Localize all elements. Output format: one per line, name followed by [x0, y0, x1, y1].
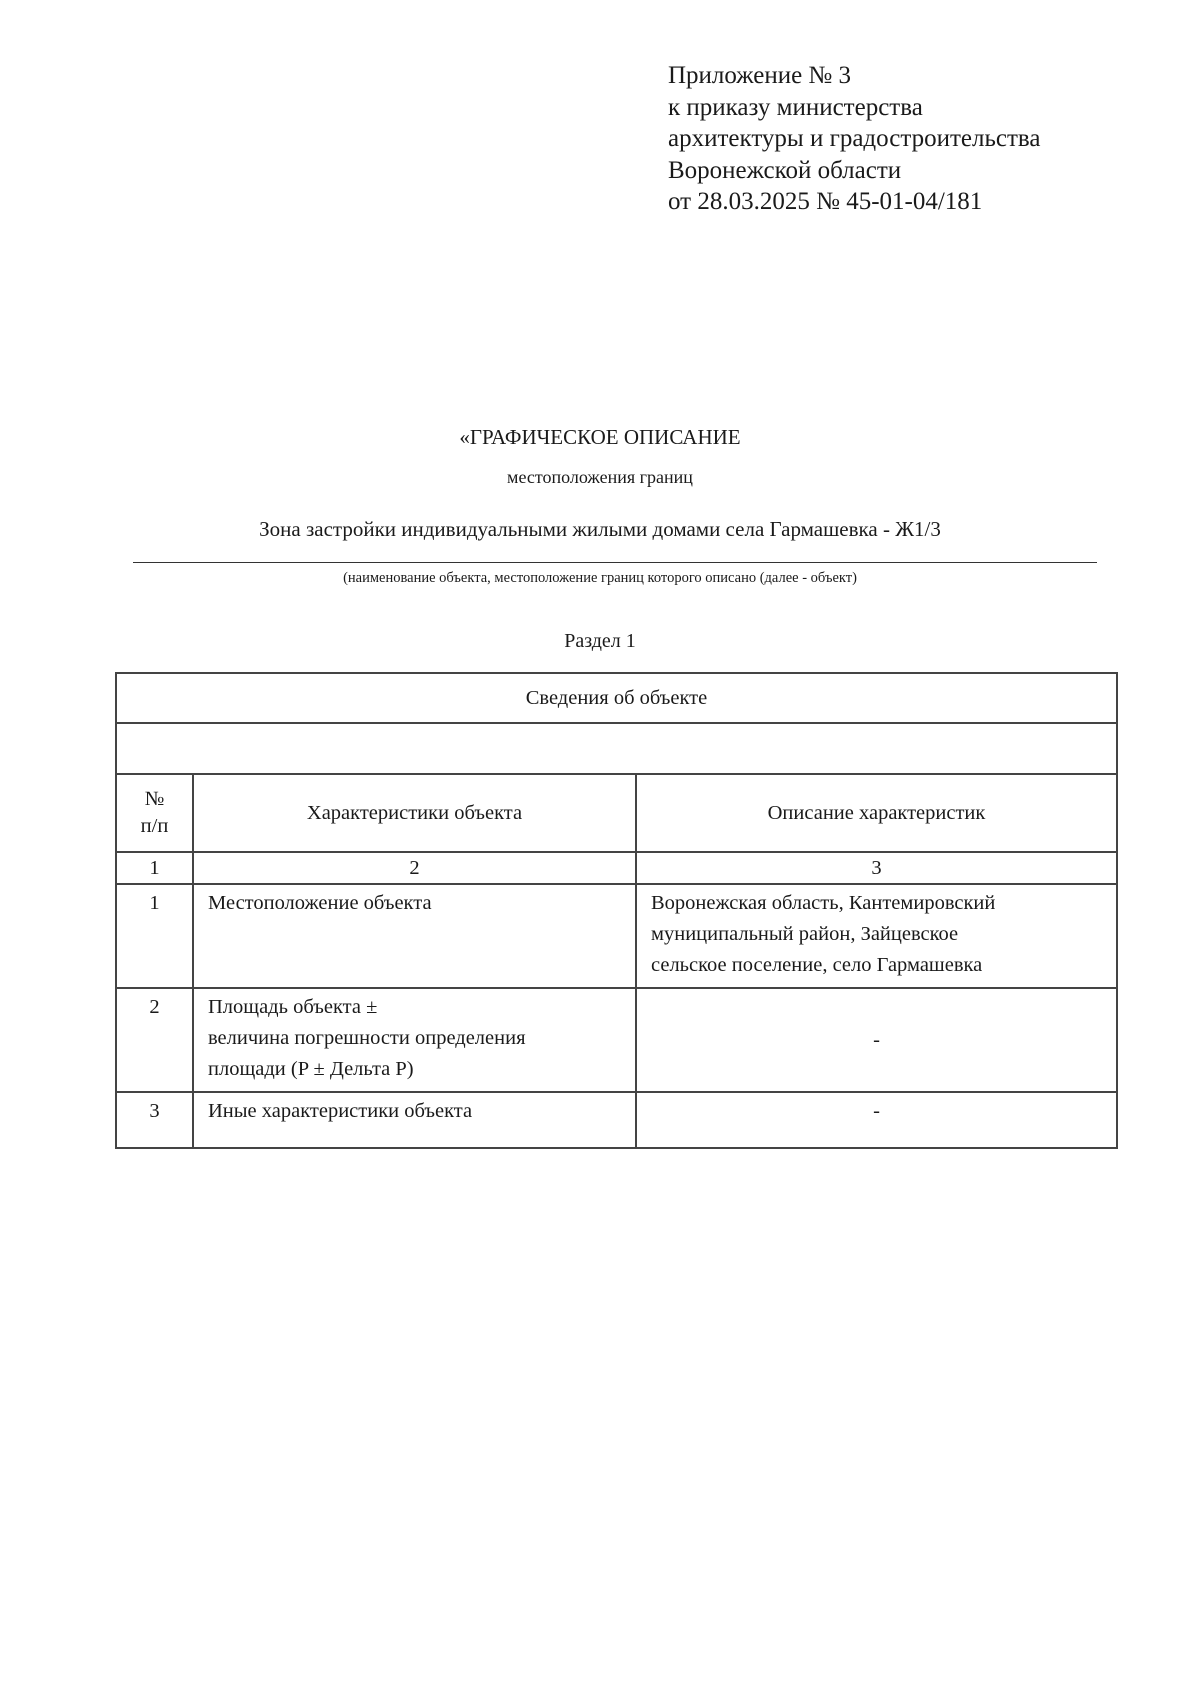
header-number-line2: п/п	[140, 815, 169, 837]
table-row	[116, 884, 1117, 988]
header-number	[116, 774, 193, 852]
cell-line: площади (P ± Дельта P)	[208, 1058, 414, 1080]
section-label: Раздел 1	[564, 630, 636, 652]
appendix-line: от 28.03.2025 № 45-01-04/181	[668, 188, 983, 215]
row-number: 1	[116, 884, 193, 988]
row-characteristic	[193, 988, 636, 1092]
row-description	[636, 884, 1117, 988]
table-index-row	[116, 852, 1117, 884]
cell-line: муниципальный район, Зайцевское	[651, 923, 959, 945]
cell-line: Иные характеристики объекта	[208, 1100, 473, 1122]
cell-line: величина погрешности определения	[208, 1027, 526, 1049]
table-empty-row	[116, 723, 1117, 774]
table-row	[116, 988, 1117, 1092]
cell-line: Местоположение объекта	[208, 892, 432, 914]
table-caption-row	[116, 673, 1117, 723]
cell-line: Площадь объекта ±	[208, 996, 378, 1018]
appendix-note	[668, 60, 1148, 218]
appendix-line: архитектуры и градостроительства	[668, 125, 1041, 152]
table-header-row	[116, 774, 1117, 852]
empty-cell	[116, 723, 1117, 774]
header-number-line1: №	[144, 788, 165, 810]
index-cell: 3	[636, 852, 1117, 884]
object-name-caption: (наименование объекта, местоположение границ которого описано (далее - объект)	[343, 570, 857, 586]
document-title: «ГРАФИЧЕСКОЕ ОПИСАНИЕ	[459, 425, 741, 449]
row-number: 3	[116, 1092, 193, 1148]
appendix-line: к приказу министерства	[668, 93, 923, 121]
row-characteristic	[193, 1092, 636, 1148]
index-cell: 2	[193, 852, 636, 884]
appendix-line: Воронежской области	[668, 156, 902, 184]
object-name-underline	[133, 562, 1097, 563]
appendix-line: Приложение № 3	[668, 62, 852, 89]
object-name: Зона застройки индивидуальными жилыми домами села Гармашевка - Ж1/3	[259, 517, 941, 541]
row-characteristic	[193, 884, 636, 988]
row-description: -	[636, 988, 1117, 1092]
index-cell: 1	[116, 852, 193, 884]
cell-line: Воронежская область, Кантемировский	[651, 892, 996, 914]
header-characteristics: Характеристики объекта	[193, 774, 636, 852]
object-info-table	[115, 672, 1118, 1149]
row-number: 2	[116, 988, 193, 1092]
header-description: Описание характеристик	[636, 774, 1117, 852]
row-description: -	[636, 1092, 1117, 1148]
document-subtitle: местоположения границ	[507, 467, 693, 487]
cell-line: сельское поселение, село Гармашевка	[651, 954, 983, 976]
table-row	[116, 1092, 1117, 1148]
table-caption: Сведения об объекте	[116, 673, 1117, 723]
